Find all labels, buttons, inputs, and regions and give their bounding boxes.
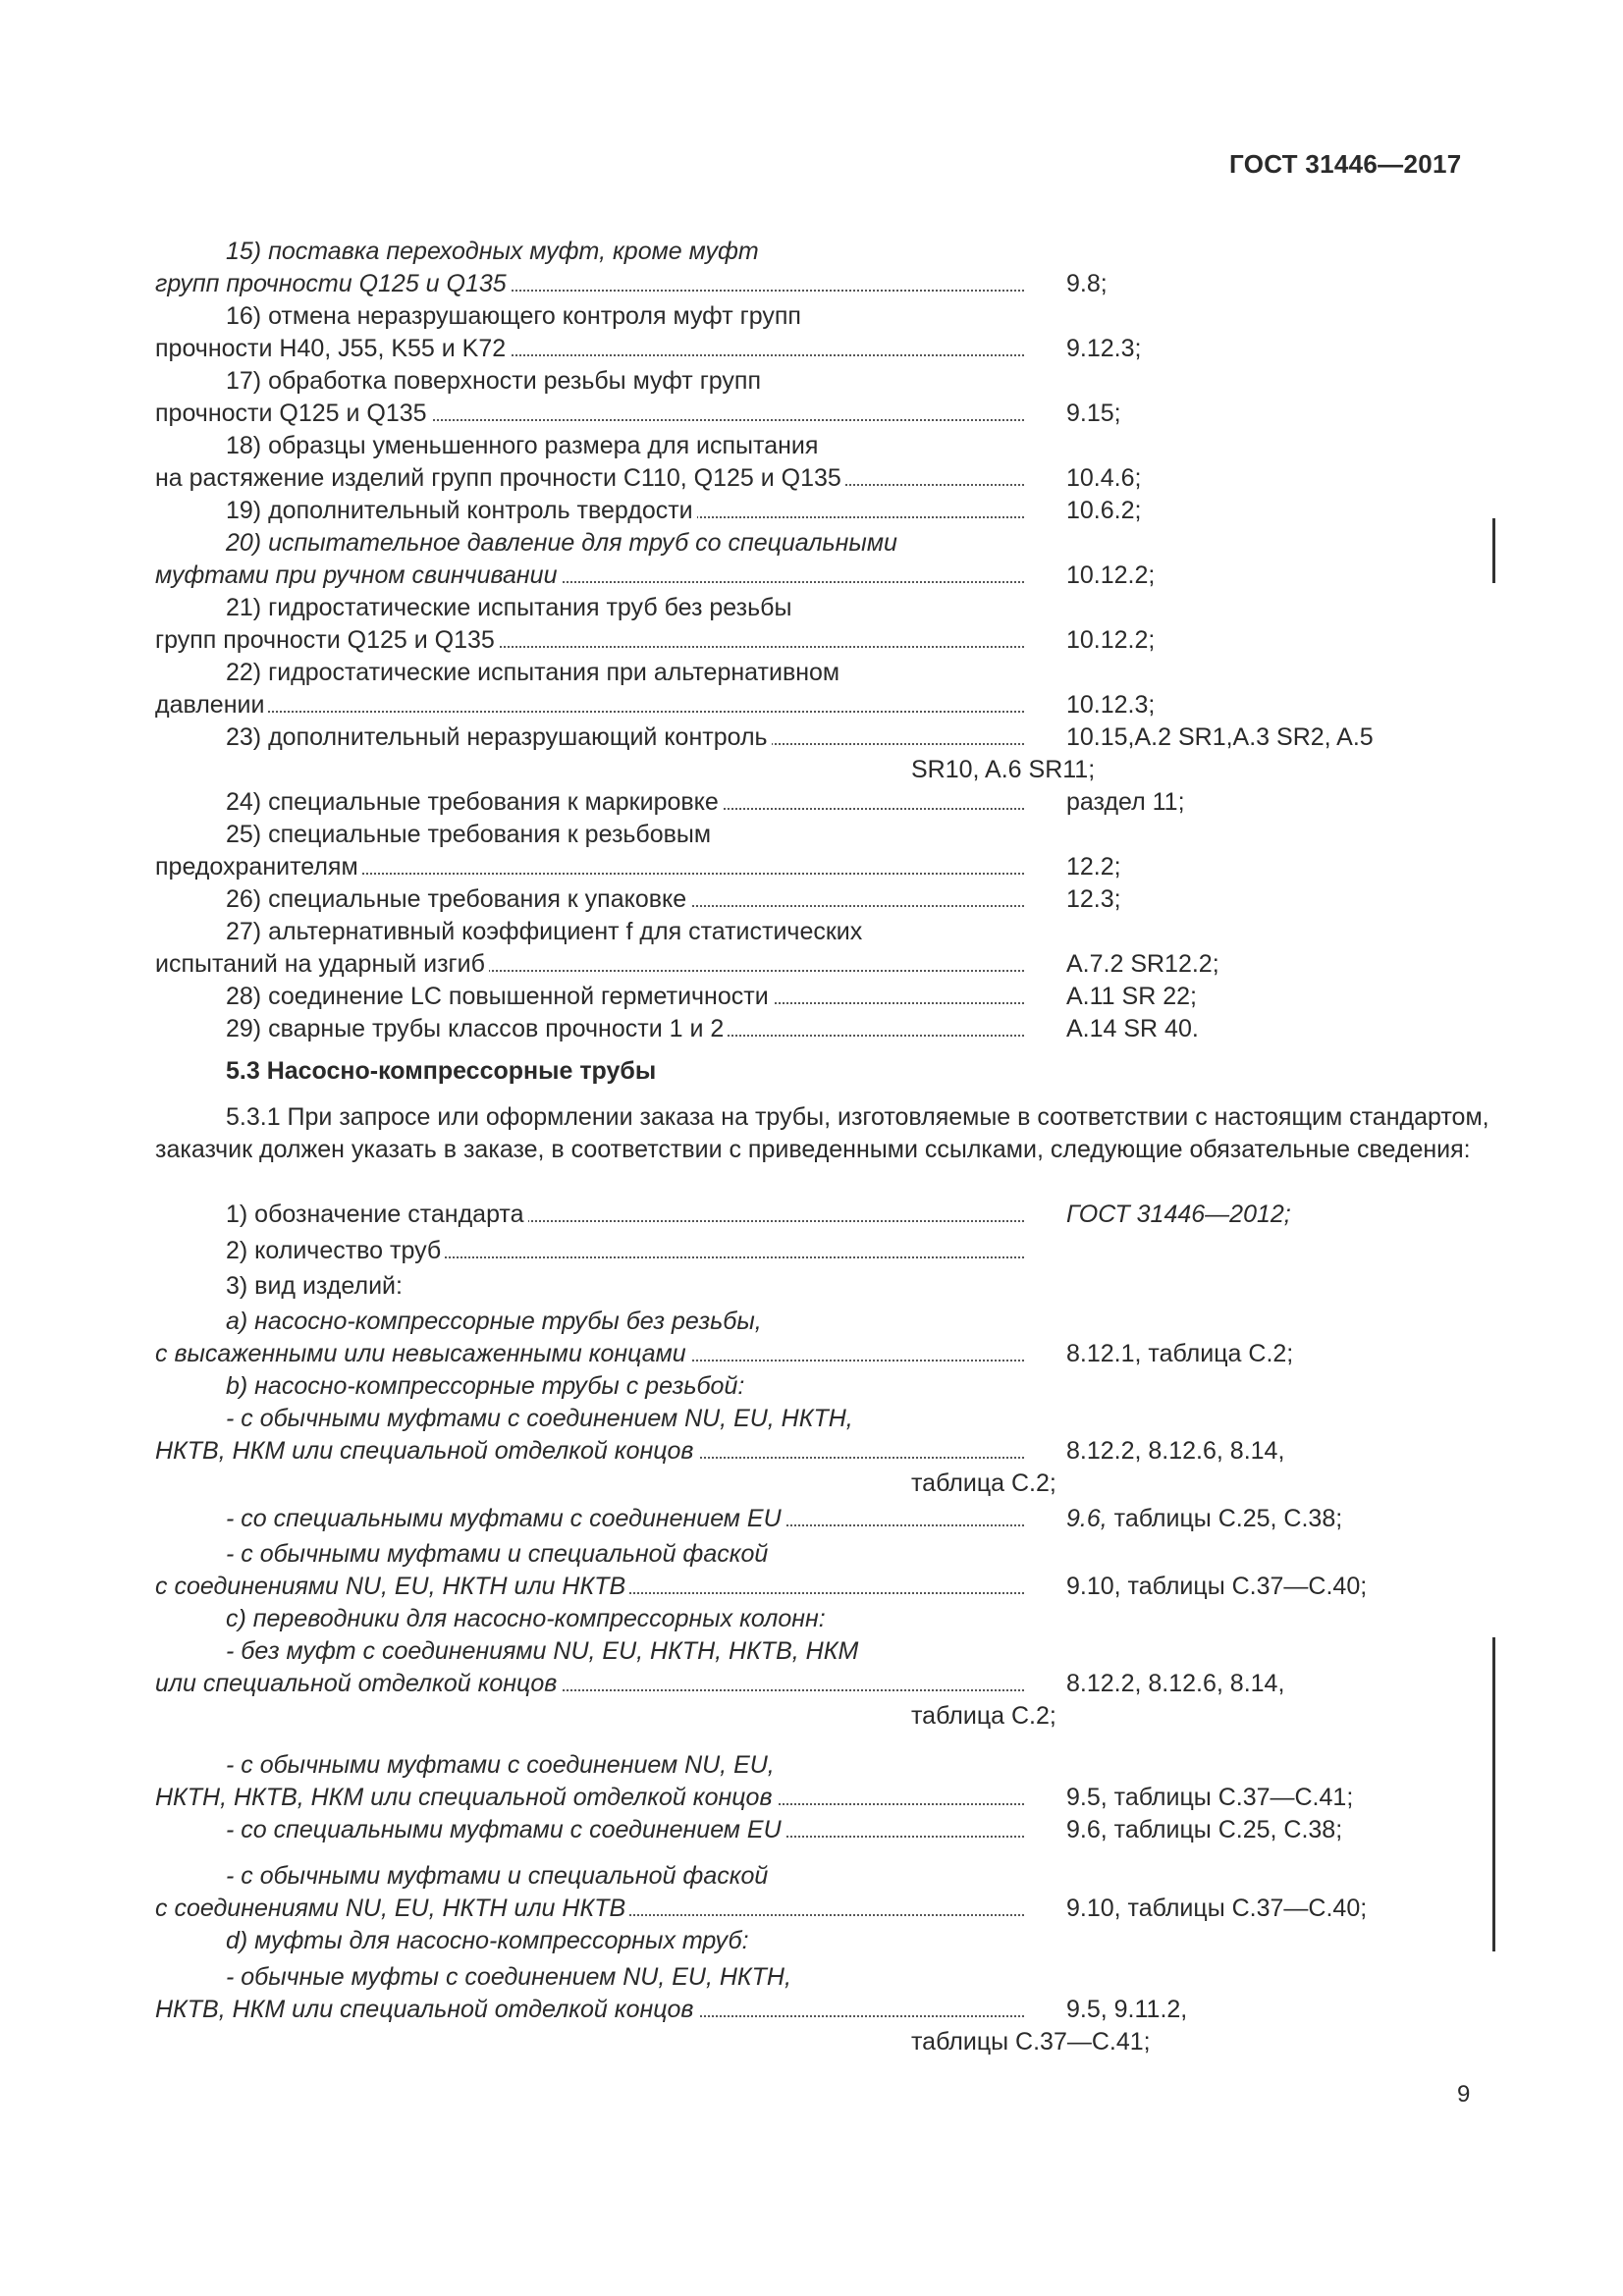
item-19-ref: 10.6.2; [1066, 497, 1142, 524]
order-item-1-ref: ГОСТ 31446—2012; [1066, 1201, 1291, 1228]
order-item-3b1-ref-line2: таблица С.2; [911, 1469, 1056, 1497]
item-29-ref: А.14 SR 40. [1066, 1015, 1199, 1042]
item-22-line1: 22) гидростатические испытания при альтернативном [226, 659, 840, 686]
item-18-line2: на растяжение изделий групп прочности C110, Q125 и Q135 [155, 462, 845, 495]
item-17-ref: 9.15; [1066, 400, 1121, 427]
order-item-3b3-line1: - с обычными муфтами и специальной фаской [226, 1540, 769, 1568]
item-20-ref: 10.12.2; [1066, 561, 1156, 589]
list-item [155, 1199, 1500, 1231]
list-item [155, 1370, 1500, 1403]
list-item [155, 592, 1500, 624]
item-18-ref: 10.4.6; [1066, 464, 1142, 492]
item-25-line2: предохранителям [155, 851, 362, 883]
list-item [155, 1435, 1500, 1468]
list-item [155, 1503, 1500, 1535]
order-item-3c1-line2: или специальной отделкой концов [155, 1668, 561, 1700]
item-20-line1: 20) испытательное давление для труб со специальными [226, 529, 897, 557]
list-item [155, 1403, 1500, 1435]
order-item-3c2-line2: НКТН, НКТВ, НКМ или специальной отделкой концов [155, 1782, 777, 1814]
item-24: 24) специальные требования к маркировке [226, 786, 723, 819]
order-item-3b1-line1: - с обычными муфтами с соединением NU, EU, НКТН, [226, 1405, 853, 1432]
order-item-3c: c) переводники для насосно-компрессорных колонн: [226, 1605, 826, 1632]
order-item-3b3-line2: с соединениями NU, EU, НКТН или НКТВ [155, 1571, 629, 1603]
list-item [155, 236, 1500, 268]
order-item-3a-line2: с высаженными или невысаженными концами [155, 1338, 690, 1370]
item-22-ref: 10.12.3; [1066, 691, 1156, 719]
order-item-3b1-ref-line1: 8.12.2, 8.12.6, 8.14, [1066, 1437, 1285, 1465]
list-item [155, 624, 1500, 657]
item-29: 29) сварные трубы классов прочности 1 и 2 [226, 1013, 728, 1045]
order-item-3c4-line2: с соединениями NU, EU, НКТН или НКТВ [155, 1893, 629, 1925]
item-23: 23) дополнительный неразрушающий контроль [226, 721, 772, 754]
order-item-3b2-ref-tables: таблицы С.25, С.38; [1113, 1505, 1343, 1532]
list-item [155, 495, 1500, 527]
list-item [155, 333, 1500, 365]
item-18-line1: 18) образцы уменьшенного размера для испытания [226, 432, 819, 459]
order-item-3c3-ref: 9.6, таблицы С.25, С.38; [1066, 1816, 1343, 1843]
list-item [155, 1270, 1500, 1303]
order-item-3b3-ref: 9.10, таблицы С.37—С.40; [1066, 1573, 1368, 1600]
item-24-ref: раздел 11; [1066, 788, 1185, 816]
section-heading: 5.3 Насосно-компрессорные трубы [226, 1057, 657, 1085]
order-item-3b2-ref [1066, 1503, 1342, 1535]
item-23-ref-line2: SR10, A.6 SR11; [911, 756, 1096, 783]
item-20-line2: муфтами при ручном свинчивании [155, 560, 561, 592]
item-27-line1: 27) альтернативный коэффициент f для статистических [226, 918, 863, 945]
order-item-3d1-ref-line2: таблицы С.37—С.41; [911, 2028, 1151, 2056]
item-16-line1: 16) отмена неразрушающего контроля муфт групп [226, 302, 801, 330]
list-item [155, 981, 1500, 1013]
list-item [155, 657, 1500, 689]
order-item-3b2: - со специальными муфтами с соединением EU [226, 1503, 785, 1535]
list-item [155, 1635, 1500, 1668]
list-item [155, 948, 1500, 981]
order-item-3a-ref: 8.12.1, таблица С.2; [1066, 1340, 1294, 1367]
list-item [155, 1925, 1500, 1957]
item-15-line1: 15) поставка переходных муфт, кроме муфт [226, 238, 759, 265]
item-27-ref: А.7.2 SR12.2; [1066, 950, 1219, 978]
list-item [155, 721, 1500, 754]
list-item [155, 365, 1500, 398]
item-16-line2: прочности Н40, J55, K55 и K72 [155, 333, 510, 365]
order-item-2: 2) количество труб [226, 1235, 445, 1267]
item-15-line2: групп прочности Q125 и Q135 [155, 268, 511, 300]
item-26: 26) специальные требования к упаковке [226, 883, 690, 916]
order-item-3d1-line1: - обычные муфты с соединением NU, EU, НКТН, [226, 1963, 791, 1991]
list-item [155, 1782, 1500, 1814]
list-item [155, 462, 1500, 495]
list-item [155, 430, 1500, 462]
list-item [155, 1013, 1500, 1045]
order-item-3b: b) насосно-компрессорные трубы с резьбой: [226, 1372, 745, 1400]
item-16-ref: 9.12.3; [1066, 335, 1142, 362]
order-item-3c1-line1: - без муфт с соединениями NU, EU, НКТН, НКТВ, НКМ [226, 1637, 859, 1665]
list-item [155, 786, 1500, 819]
order-item-3d: d) муфты для насосно-компрессорных труб: [226, 1927, 749, 1954]
list-item [155, 689, 1500, 721]
item-21-line2: групп прочности Q125 и Q135 [155, 624, 499, 657]
order-item-3b2-ref-clause: 9.6, [1066, 1505, 1108, 1532]
order-item-3b1-line2: НКТВ, НКМ или специальной отделкой концов [155, 1435, 698, 1468]
list-item [155, 1338, 1500, 1370]
list-item [155, 1603, 1500, 1635]
order-item-3c1-ref-line1: 8.12.2, 8.12.6, 8.14, [1066, 1670, 1285, 1697]
section-intro: 5.3.1 При запросе или оформлении заказа на трубы, изготовляемые в соответствии с настоящим стандартом, заказчик должен указать в заказе, в соответствии с приведенными ссылками, следующие обязательные сведения: [155, 1103, 1489, 1163]
order-item-3c2-line1: - с обычными муфтами с соединением NU, EU, [226, 1751, 775, 1779]
list-item [155, 398, 1500, 430]
order-item-3c2-ref: 9.5, таблицы С.37—С.41; [1066, 1784, 1354, 1811]
order-item-3: 3) вид изделий: [226, 1272, 403, 1300]
item-28: 28) соединение LC повышенной герметичности [226, 981, 773, 1013]
order-item-3d1-line2: НКТВ, НКМ или специальной отделкой концов [155, 1994, 698, 2026]
list-item [155, 1961, 1500, 1994]
order-item-3c4-line1: - с обычными муфтами и специальной фаской [226, 1862, 769, 1890]
list-item [155, 1994, 1500, 2026]
list-item [155, 268, 1500, 300]
list-item [155, 1893, 1500, 1925]
order-item-3c1-ref-line2: таблица С.2; [911, 1702, 1056, 1730]
order-item-3c3: - со специальными муфтами с соединением EU [226, 1814, 785, 1846]
order-item-3d1-ref-line1: 9.5, 9.11.2, [1066, 1996, 1188, 2023]
item-19: 19) дополнительный контроль твердости [226, 495, 697, 527]
item-25-ref: 12.2; [1066, 853, 1121, 881]
item-17-line2: прочности Q125 и Q135 [155, 398, 431, 430]
page-number: 9 [1457, 2081, 1471, 2108]
item-26-ref: 12.3; [1066, 885, 1121, 913]
list-item [155, 1860, 1500, 1893]
order-item-3c4-ref: 9.10, таблицы С.37—С.40; [1066, 1895, 1368, 1922]
list-item [155, 1306, 1500, 1338]
list-item [155, 1538, 1500, 1571]
list-item [155, 1814, 1500, 1846]
list-item [155, 300, 1500, 333]
item-28-ref: А.11 SR 22; [1066, 983, 1197, 1010]
list-item [155, 851, 1500, 883]
list-item [155, 883, 1500, 916]
list-item [155, 560, 1500, 592]
list-item [155, 1235, 1500, 1267]
item-22-line2: давлении [155, 689, 268, 721]
order-item-1: 1) обозначение стандарта [226, 1199, 528, 1231]
item-25-line1: 25) специальные требования к резьбовым [226, 821, 712, 848]
item-23-ref-line1: 10.15,A.2 SR1,A.3 SR2, A.5 [1066, 723, 1374, 751]
list-item [155, 1749, 1500, 1782]
item-21-line1: 21) гидростатические испытания труб без резьбы [226, 594, 792, 621]
list-item [155, 1571, 1500, 1603]
item-27-line2: испытаний на ударный изгиб [155, 948, 489, 981]
item-21-ref: 10.12.2; [1066, 626, 1156, 654]
item-17-line1: 17) обработка поверхности резьбы муфт групп [226, 367, 762, 395]
list-item [155, 527, 1500, 560]
order-item-3a-line1: а) насосно-компрессорные трубы без резьбы, [226, 1308, 762, 1335]
list-item [155, 1668, 1500, 1700]
item-15-ref: 9.8; [1066, 270, 1108, 297]
list-item [155, 916, 1500, 948]
document-header: ГОСТ 31446—2017 [1229, 149, 1462, 179]
list-item [155, 819, 1500, 851]
